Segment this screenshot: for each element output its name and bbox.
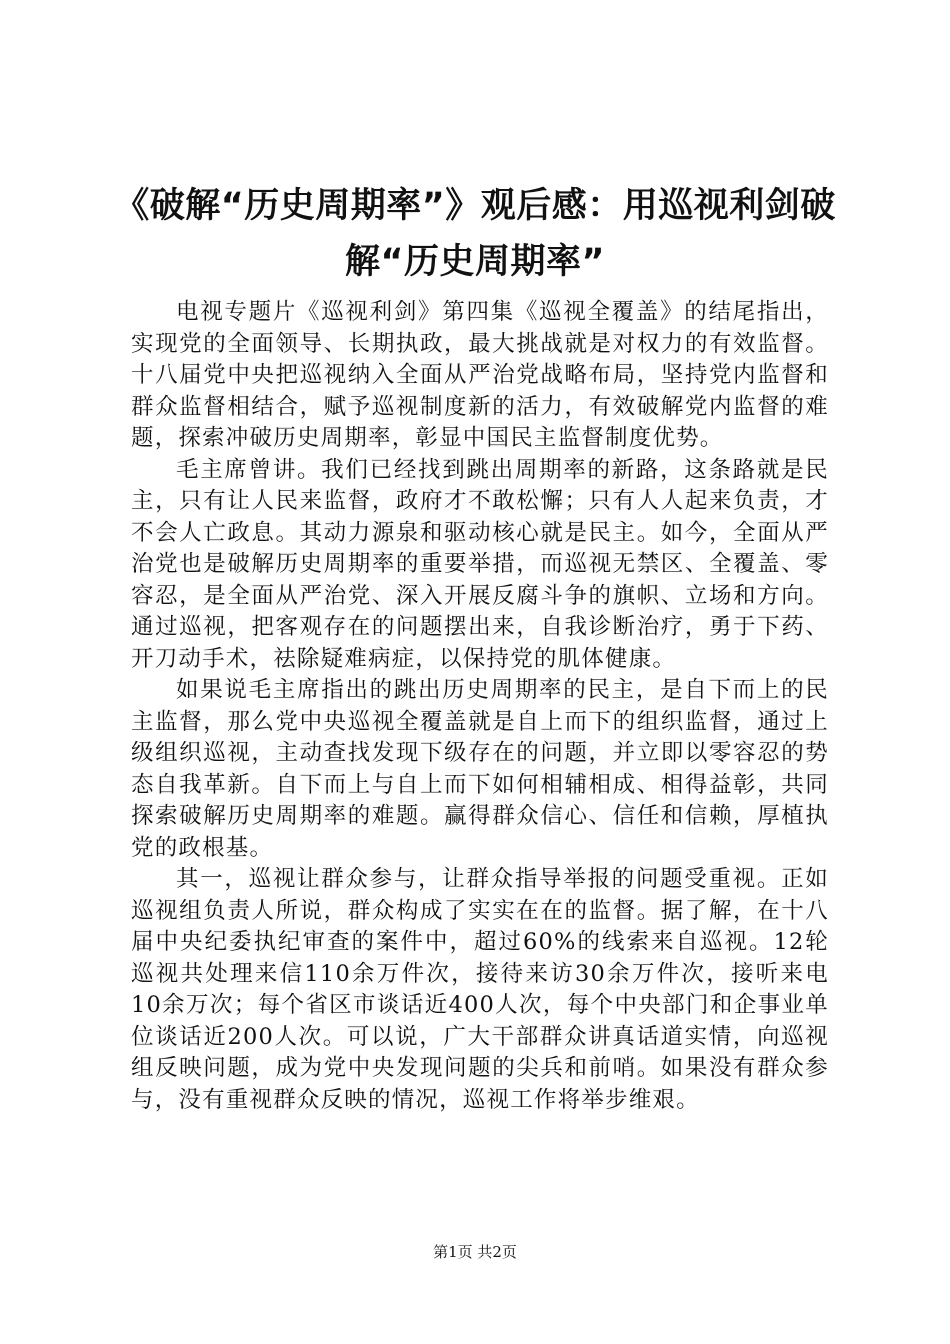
page-footer: 第1页 共2页 (433, 1243, 517, 1261)
paragraph-3: 如果说毛主席指出的跳出历史周期率的民主，是自下而上的民主监督，那么党中央巡视全覆盖就是自上而下的组织监督，通过上级组织巡视，主动查找发现下级存在的问题，并立即以零容忍的势态自我革新。自下而上与自上而下如何相辅相成、相得益彰，共同探索破解历史周期率的难题。赢得群众信心、信任和信赖，厚植执党的政根基。 (131, 677, 829, 861)
document-title: 《破解“历史周期率”》观后感：用巡视利剑破解“历史周期率” (114, 186, 836, 282)
paragraph-1: 电视专题片《巡视利剑》第四集《巡视全覆盖》的结尾指出，实现党的全面领导、长期执政，最大挑战就是对权力的有效监督。十八届党中央把巡视纳入全面从严治党战略布局，坚持党内监督和群众监督相结合，赋予巡视制度新的活力，有效破解党内监督的难题，探索冲破历史周期率，彰显中国民主监督制度优势。 (131, 299, 829, 451)
document-body (131, 297, 829, 1116)
paragraph-2: 毛主席曾讲。我们已经找到跳出周期率的新路，这条路就是民主，只有让人民来监督，政府才不敢松懈；只有人人起来负责，才不会人亡政息。其动力源泉和驱动核心就是民主。如今，全面从严治党也是破解历史周期率的重要举措，而巡视无禁区、全覆盖、零容忍，是全面从严治党、深入开展反腐斗争的旗帜、立场和方向。通过巡视，把客观存在的问题摆出来，自我诊断治疗，勇于下药、开刀动手术，祛除疑难病症，以保持党的肌体健康。 (131, 456, 829, 672)
paragraph-4: 其一，巡视让群众参与，让群众指导举报的问题受重视。正如巡视组负责人所说，群众构成了实实在在的监督。据了解，在十八届中央纪委执纪审查的案件中，超过60%的线索来自巡视。12轮巡视共处理来信110余万件次，接待来访30余万件次，接听来电10余万次；每个省区市谈话近400人次，每个中央部门和企事业单位谈话近200人次。可以说，广大干部群众讲真话道实情，向巡视组反映问题，成为党中央发现问题的尖兵和前哨。如果没有群众参与，没有重视群众反映的情况，巡视工作将举步维艰。 (131, 866, 829, 1113)
